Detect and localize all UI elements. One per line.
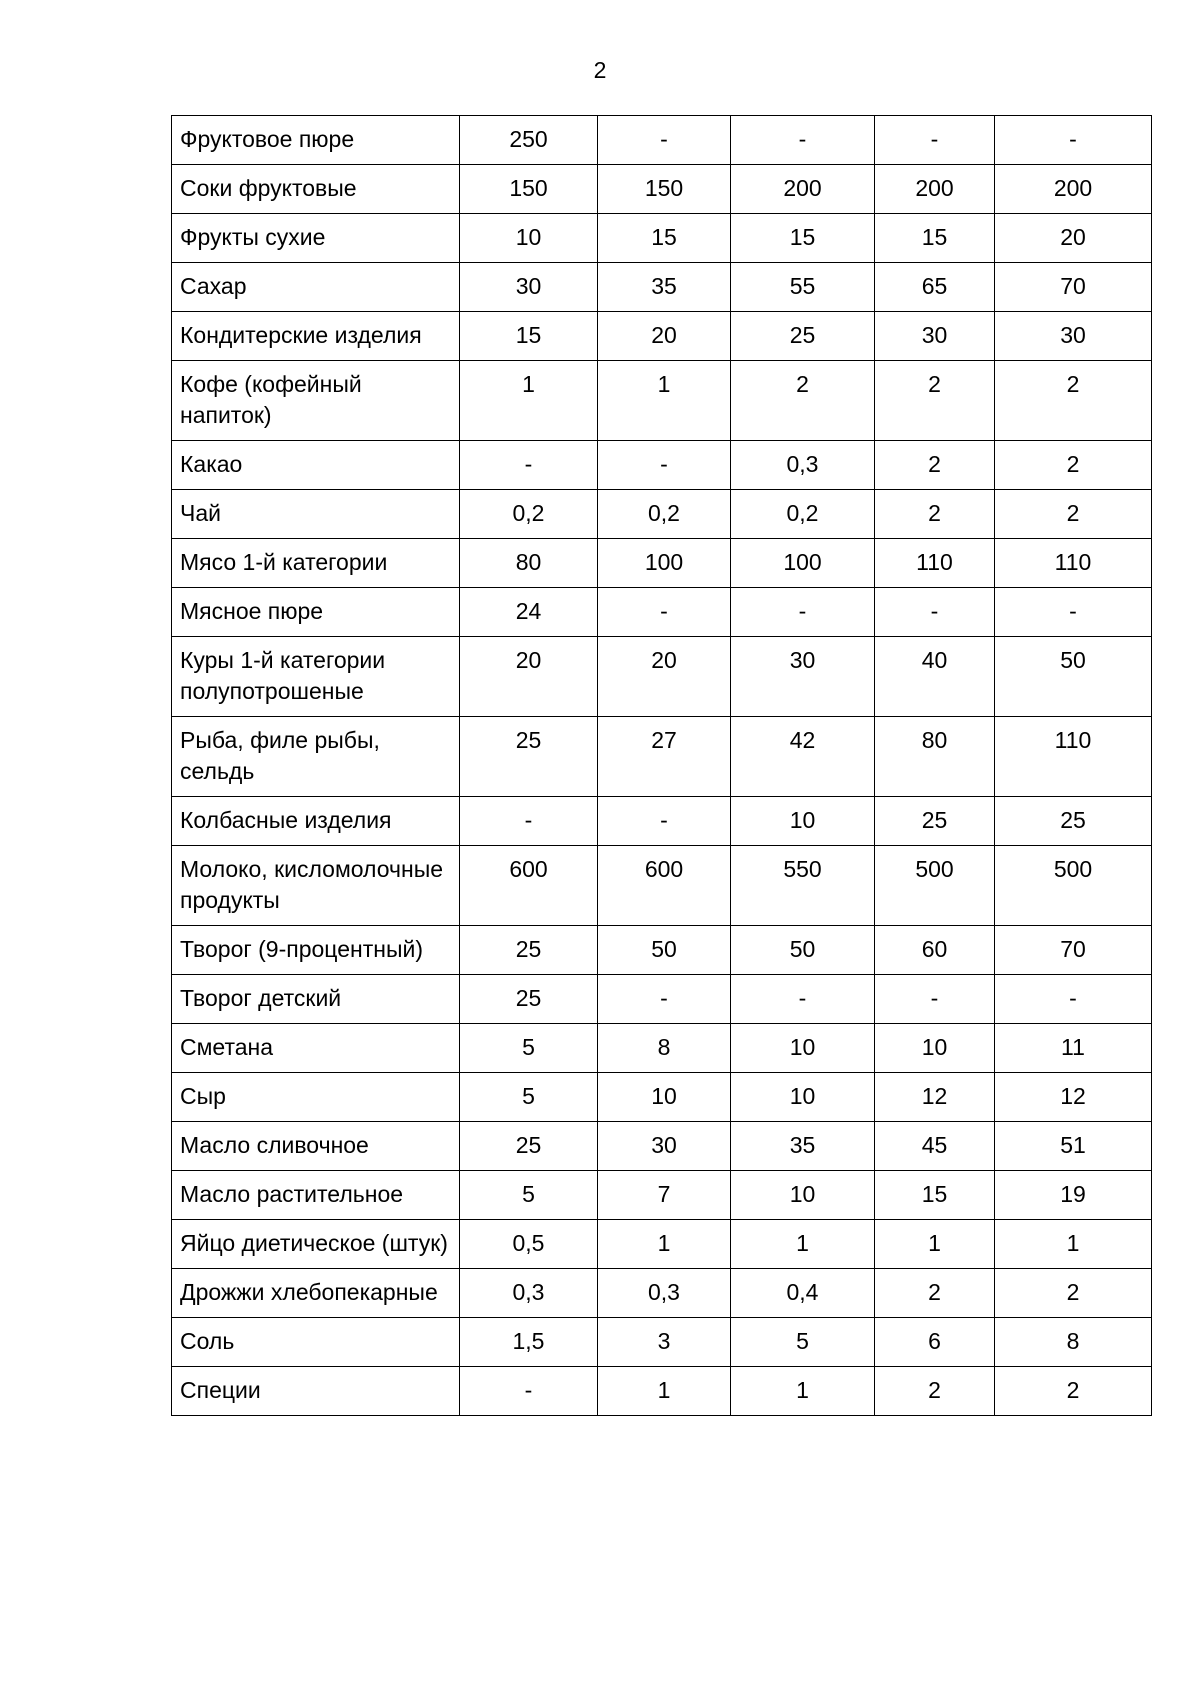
table-row [172,975,1152,1024]
value-cell: 5 [460,1171,598,1220]
value-cell: 30 [995,312,1152,361]
value-cell: 40 [875,637,995,717]
value-cell: 12 [995,1073,1152,1122]
table-row [172,1073,1152,1122]
table-row [172,1367,1152,1416]
value-cell: 0,4 [731,1269,875,1318]
table-row [172,1024,1152,1073]
value-cell: 50 [995,637,1152,717]
value-cell: - [995,588,1152,637]
value-cell: 30 [875,312,995,361]
table-row [172,1171,1152,1220]
value-cell: 70 [995,926,1152,975]
value-cell: - [598,588,731,637]
product-name-cell: Фрукты сухие [172,214,460,263]
value-cell: 25 [731,312,875,361]
value-cell: 25 [995,797,1152,846]
table-body [172,116,1152,1416]
value-cell: 25 [460,975,598,1024]
value-cell: 1,5 [460,1318,598,1367]
value-cell: 45 [875,1122,995,1171]
value-cell: 5 [460,1024,598,1073]
value-cell: 500 [995,846,1152,926]
value-cell: 10 [731,1171,875,1220]
product-name-cell: Масло растительное [172,1171,460,1220]
product-name-cell: Масло сливочное [172,1122,460,1171]
value-cell: 55 [731,263,875,312]
value-cell: 5 [460,1073,598,1122]
product-name-cell: Колбасные изделия [172,797,460,846]
value-cell: 1 [731,1367,875,1416]
value-cell: 110 [995,539,1152,588]
value-cell: 20 [598,312,731,361]
value-cell: 2 [995,1269,1152,1318]
product-name-cell: Сахар [172,263,460,312]
product-name-cell: Куры 1-й категории полупотрошеные [172,637,460,717]
value-cell: 2 [731,361,875,441]
value-cell: 6 [875,1318,995,1367]
value-cell: - [731,588,875,637]
table-row [172,588,1152,637]
table-row [172,361,1152,441]
value-cell: - [731,116,875,165]
value-cell: 60 [875,926,995,975]
value-cell: 80 [460,539,598,588]
table-row [172,637,1152,717]
value-cell: 600 [460,846,598,926]
value-cell: 10 [875,1024,995,1073]
table-row [172,441,1152,490]
product-name-cell: Соль [172,1318,460,1367]
value-cell: 25 [460,926,598,975]
table-row [172,263,1152,312]
table-row [172,490,1152,539]
value-cell: 10 [731,797,875,846]
value-cell: 7 [598,1171,731,1220]
product-name-cell: Кофе (кофейный напиток) [172,361,460,441]
value-cell: 200 [875,165,995,214]
value-cell: 25 [460,1122,598,1171]
value-cell: 19 [995,1171,1152,1220]
value-cell: 200 [995,165,1152,214]
product-name-cell: Рыба, филе рыбы, сельдь [172,717,460,797]
value-cell: 2 [995,441,1152,490]
value-cell: 2 [875,441,995,490]
value-cell: 15 [875,214,995,263]
table-row [172,1220,1152,1269]
product-name-cell: Мясо 1-й категории [172,539,460,588]
table-row [172,165,1152,214]
table-row [172,539,1152,588]
value-cell: 1 [598,361,731,441]
product-name-cell: Фруктовое пюре [172,116,460,165]
page-number: 2 [593,57,607,83]
product-name-cell: Творог (9-процентный) [172,926,460,975]
value-cell: 10 [731,1073,875,1122]
product-name-cell: Творог детский [172,975,460,1024]
value-cell: - [875,116,995,165]
value-cell: 27 [598,717,731,797]
value-cell: 1 [460,361,598,441]
value-cell: 11 [995,1024,1152,1073]
value-cell: 0,2 [731,490,875,539]
value-cell: 500 [875,846,995,926]
value-cell: - [460,441,598,490]
value-cell: 550 [731,846,875,926]
value-cell: 35 [731,1122,875,1171]
value-cell: 1 [598,1367,731,1416]
value-cell: - [875,588,995,637]
value-cell: 8 [598,1024,731,1073]
value-cell: 25 [460,717,598,797]
value-cell: - [875,975,995,1024]
product-name-cell: Какао [172,441,460,490]
table-row [172,116,1152,165]
value-cell: 30 [731,637,875,717]
value-cell: 100 [598,539,731,588]
value-cell: 80 [875,717,995,797]
value-cell: 15 [731,214,875,263]
value-cell: 20 [995,214,1152,263]
value-cell: 100 [731,539,875,588]
value-cell: 600 [598,846,731,926]
product-name-cell: Соки фруктовые [172,165,460,214]
value-cell: 110 [995,717,1152,797]
value-cell: 1 [731,1220,875,1269]
value-cell: 0,5 [460,1220,598,1269]
value-cell: 110 [875,539,995,588]
food-norms-table [171,115,1152,1416]
table-row [172,1269,1152,1318]
value-cell: - [995,116,1152,165]
value-cell: 35 [598,263,731,312]
value-cell: 50 [598,926,731,975]
value-cell: 150 [598,165,731,214]
value-cell: 25 [875,797,995,846]
value-cell: 1 [598,1220,731,1269]
value-cell: 0,2 [598,490,731,539]
value-cell: - [598,441,731,490]
value-cell: - [598,975,731,1024]
value-cell: - [460,797,598,846]
table-row [172,717,1152,797]
value-cell: 250 [460,116,598,165]
product-name-cell: Дрожжи хлебопекарные [172,1269,460,1318]
value-cell: 65 [875,263,995,312]
value-cell: 2 [875,1269,995,1318]
value-cell: 30 [460,263,598,312]
value-cell: 70 [995,263,1152,312]
product-name-cell: Молоко, кисломолочные продукты [172,846,460,926]
product-name-cell: Кондитерские изделия [172,312,460,361]
value-cell: 0,2 [460,490,598,539]
value-cell: 10 [598,1073,731,1122]
value-cell: - [598,797,731,846]
table-row [172,1318,1152,1367]
value-cell: 3 [598,1318,731,1367]
value-cell: 42 [731,717,875,797]
value-cell: 2 [875,361,995,441]
value-cell: 10 [460,214,598,263]
value-cell: 30 [598,1122,731,1171]
value-cell: 12 [875,1073,995,1122]
table-row [172,846,1152,926]
value-cell: - [598,116,731,165]
value-cell: 20 [460,637,598,717]
table-row [172,797,1152,846]
value-cell: 2 [875,1367,995,1416]
value-cell: 51 [995,1122,1152,1171]
value-cell: 50 [731,926,875,975]
value-cell: - [731,975,875,1024]
value-cell: 15 [598,214,731,263]
value-cell: 200 [731,165,875,214]
value-cell: - [995,975,1152,1024]
value-cell: 24 [460,588,598,637]
value-cell: 15 [875,1171,995,1220]
table-row [172,312,1152,361]
value-cell: 2 [995,490,1152,539]
product-name-cell: Мясное пюре [172,588,460,637]
product-name-cell: Сметана [172,1024,460,1073]
product-name-cell: Специи [172,1367,460,1416]
value-cell: 0,3 [460,1269,598,1318]
table-row [172,926,1152,975]
value-cell: 2 [995,361,1152,441]
value-cell: - [460,1367,598,1416]
value-cell: 1 [875,1220,995,1269]
value-cell: 15 [460,312,598,361]
product-name-cell: Чай [172,490,460,539]
value-cell: 150 [460,165,598,214]
table-row [172,214,1152,263]
product-name-cell: Сыр [172,1073,460,1122]
value-cell: 10 [731,1024,875,1073]
product-name-cell: Яйцо диетическое (штук) [172,1220,460,1269]
value-cell: 5 [731,1318,875,1367]
value-cell: 20 [598,637,731,717]
table-row [172,1122,1152,1171]
value-cell: 0,3 [731,441,875,490]
value-cell: 2 [995,1367,1152,1416]
value-cell: 0,3 [598,1269,731,1318]
value-cell: 2 [875,490,995,539]
value-cell: 8 [995,1318,1152,1367]
value-cell: 1 [995,1220,1152,1269]
